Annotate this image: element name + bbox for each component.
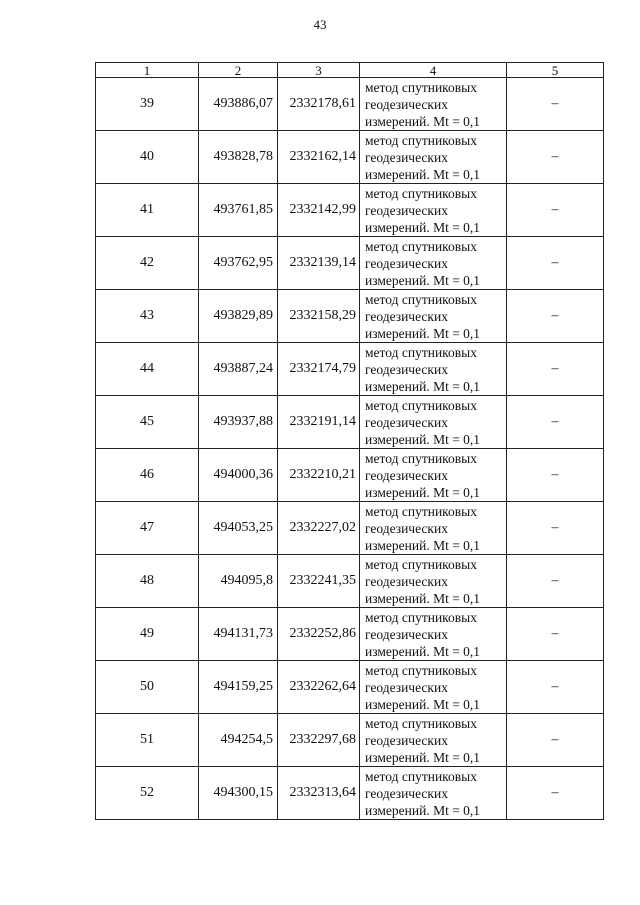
x-coordinate-cell: 493937,88: [199, 396, 278, 449]
point-number-cell: 40: [96, 131, 199, 184]
method-cell: [360, 502, 507, 555]
table-row: [96, 661, 604, 714]
method-line: измерений. Mt = 0,1: [365, 696, 481, 712]
method-line: измерений. Mt = 0,1: [365, 378, 481, 394]
y-coordinate-cell: 2332241,35: [278, 555, 360, 608]
method-cell: [360, 78, 507, 131]
table-row: [96, 555, 604, 608]
coordinates-table: [95, 62, 604, 820]
header-cell-5: 5: [507, 63, 604, 78]
method-line: метод спутниковых: [365, 503, 477, 519]
x-coordinate-cell: 493829,89: [199, 290, 278, 343]
x-coordinate-cell: 493828,78: [199, 131, 278, 184]
y-coordinate-cell: 2332262,64: [278, 661, 360, 714]
method-line: геодезических: [365, 255, 448, 271]
y-coordinate-cell: 2332174,79: [278, 343, 360, 396]
method-line: геодезических: [365, 308, 448, 324]
y-coordinate-cell: 2332210,21: [278, 449, 360, 502]
table-row: [96, 290, 604, 343]
method-line: измерений. Mt = 0,1: [365, 113, 481, 129]
method-line: геодезических: [365, 202, 448, 218]
method-line: измерений. Mt = 0,1: [365, 590, 481, 606]
method-line: метод спутниковых: [365, 609, 477, 625]
y-coordinate-cell: 2332162,14: [278, 131, 360, 184]
x-coordinate-cell: 494159,25: [199, 661, 278, 714]
method-line: измерений. Mt = 0,1: [365, 431, 481, 447]
x-coordinate-cell: 494000,36: [199, 449, 278, 502]
note-cell: –: [507, 78, 604, 131]
point-number-cell: 43: [96, 290, 199, 343]
method-line: метод спутниковых: [365, 662, 477, 678]
method-line: геодезических: [365, 573, 448, 589]
method-line: геодезических: [365, 467, 448, 483]
note-cell: –: [507, 608, 604, 661]
point-number-cell: 48: [96, 555, 199, 608]
point-number-cell: 45: [96, 396, 199, 449]
table-row: [96, 131, 604, 184]
method-cell: [360, 608, 507, 661]
table-row: [96, 237, 604, 290]
y-coordinate-cell: 2332227,02: [278, 502, 360, 555]
note-cell: –: [507, 343, 604, 396]
y-coordinate-cell: 2332178,61: [278, 78, 360, 131]
method-line: геодезических: [365, 149, 448, 165]
method-cell: [360, 555, 507, 608]
y-coordinate-cell: 2332142,99: [278, 184, 360, 237]
point-number-cell: 52: [96, 767, 199, 820]
point-number-cell: 49: [96, 608, 199, 661]
y-coordinate-cell: 2332139,14: [278, 237, 360, 290]
method-line: метод спутниковых: [365, 132, 477, 148]
page-number: 43: [313, 17, 327, 32]
method-line: измерений. Mt = 0,1: [365, 166, 481, 182]
point-number-cell: 51: [96, 714, 199, 767]
method-line: измерений. Mt = 0,1: [365, 219, 481, 235]
y-coordinate-cell: 2332191,14: [278, 396, 360, 449]
method-cell: [360, 714, 507, 767]
method-line: геодезических: [365, 361, 448, 377]
note-cell: –: [507, 767, 604, 820]
method-line: геодезических: [365, 679, 448, 695]
point-number-cell: 41: [96, 184, 199, 237]
method-line: измерений. Mt = 0,1: [365, 484, 481, 500]
method-line: геодезических: [365, 626, 448, 642]
method-line: измерений. Mt = 0,1: [365, 802, 481, 818]
method-cell: [360, 449, 507, 502]
method-line: геодезических: [365, 96, 448, 112]
table-row: [96, 767, 604, 820]
method-line: метод спутниковых: [365, 768, 477, 784]
x-coordinate-cell: 494053,25: [199, 502, 278, 555]
point-number-cell: 42: [96, 237, 199, 290]
x-coordinate-cell: 493762,95: [199, 237, 278, 290]
header-cell-3: 3: [278, 63, 360, 78]
table-body: [96, 63, 604, 820]
method-line: измерений. Mt = 0,1: [365, 537, 481, 553]
x-coordinate-cell: 493887,24: [199, 343, 278, 396]
method-line: измерений. Mt = 0,1: [365, 643, 481, 659]
point-number-cell: 44: [96, 343, 199, 396]
header-row: [96, 63, 604, 78]
y-coordinate-cell: 2332252,86: [278, 608, 360, 661]
x-coordinate-cell: 493886,07: [199, 78, 278, 131]
method-cell: [360, 131, 507, 184]
note-cell: –: [507, 131, 604, 184]
header-cell-1: 1: [96, 63, 199, 78]
x-coordinate-cell: 494131,73: [199, 608, 278, 661]
method-line: метод спутниковых: [365, 397, 477, 413]
method-cell: [360, 396, 507, 449]
method-line: измерений. Mt = 0,1: [365, 749, 481, 765]
point-number-cell: 39: [96, 78, 199, 131]
note-cell: –: [507, 502, 604, 555]
method-line: геодезических: [365, 785, 448, 801]
method-cell: [360, 237, 507, 290]
note-cell: –: [507, 184, 604, 237]
method-line: метод спутниковых: [365, 185, 477, 201]
method-line: геодезических: [365, 520, 448, 536]
point-number-cell: 47: [96, 502, 199, 555]
note-cell: –: [507, 714, 604, 767]
y-coordinate-cell: 2332313,64: [278, 767, 360, 820]
note-cell: –: [507, 396, 604, 449]
header-cell-2: 2: [199, 63, 278, 78]
method-cell: [360, 661, 507, 714]
method-line: геодезических: [365, 414, 448, 430]
x-coordinate-cell: 494254,5: [199, 714, 278, 767]
table-row: [96, 608, 604, 661]
table-row: [96, 449, 604, 502]
table-row: [96, 343, 604, 396]
header-cell-4: 4: [360, 63, 507, 78]
note-cell: –: [507, 237, 604, 290]
table-row: [96, 184, 604, 237]
table-row: [96, 502, 604, 555]
y-coordinate-cell: 2332158,29: [278, 290, 360, 343]
y-coordinate-cell: 2332297,68: [278, 714, 360, 767]
method-line: метод спутниковых: [365, 344, 477, 360]
method-cell: [360, 290, 507, 343]
table-row: [96, 714, 604, 767]
x-coordinate-cell: 493761,85: [199, 184, 278, 237]
method-cell: [360, 767, 507, 820]
method-line: измерений. Mt = 0,1: [365, 325, 481, 341]
note-cell: –: [507, 290, 604, 343]
x-coordinate-cell: 494300,15: [199, 767, 278, 820]
note-cell: –: [507, 555, 604, 608]
point-number-cell: 50: [96, 661, 199, 714]
point-number-cell: 46: [96, 449, 199, 502]
method-cell: [360, 184, 507, 237]
method-line: метод спутниковых: [365, 556, 477, 572]
method-line: метод спутниковых: [365, 79, 477, 95]
method-line: метод спутниковых: [365, 291, 477, 307]
x-coordinate-cell: 494095,8: [199, 555, 278, 608]
note-cell: –: [507, 661, 604, 714]
method-cell: [360, 343, 507, 396]
method-line: метод спутниковых: [365, 715, 477, 731]
method-line: геодезических: [365, 732, 448, 748]
table-row: [96, 78, 604, 131]
method-line: метод спутниковых: [365, 450, 477, 466]
method-line: метод спутниковых: [365, 238, 477, 254]
table-row: [96, 396, 604, 449]
method-line: измерений. Mt = 0,1: [365, 272, 481, 288]
note-cell: –: [507, 449, 604, 502]
